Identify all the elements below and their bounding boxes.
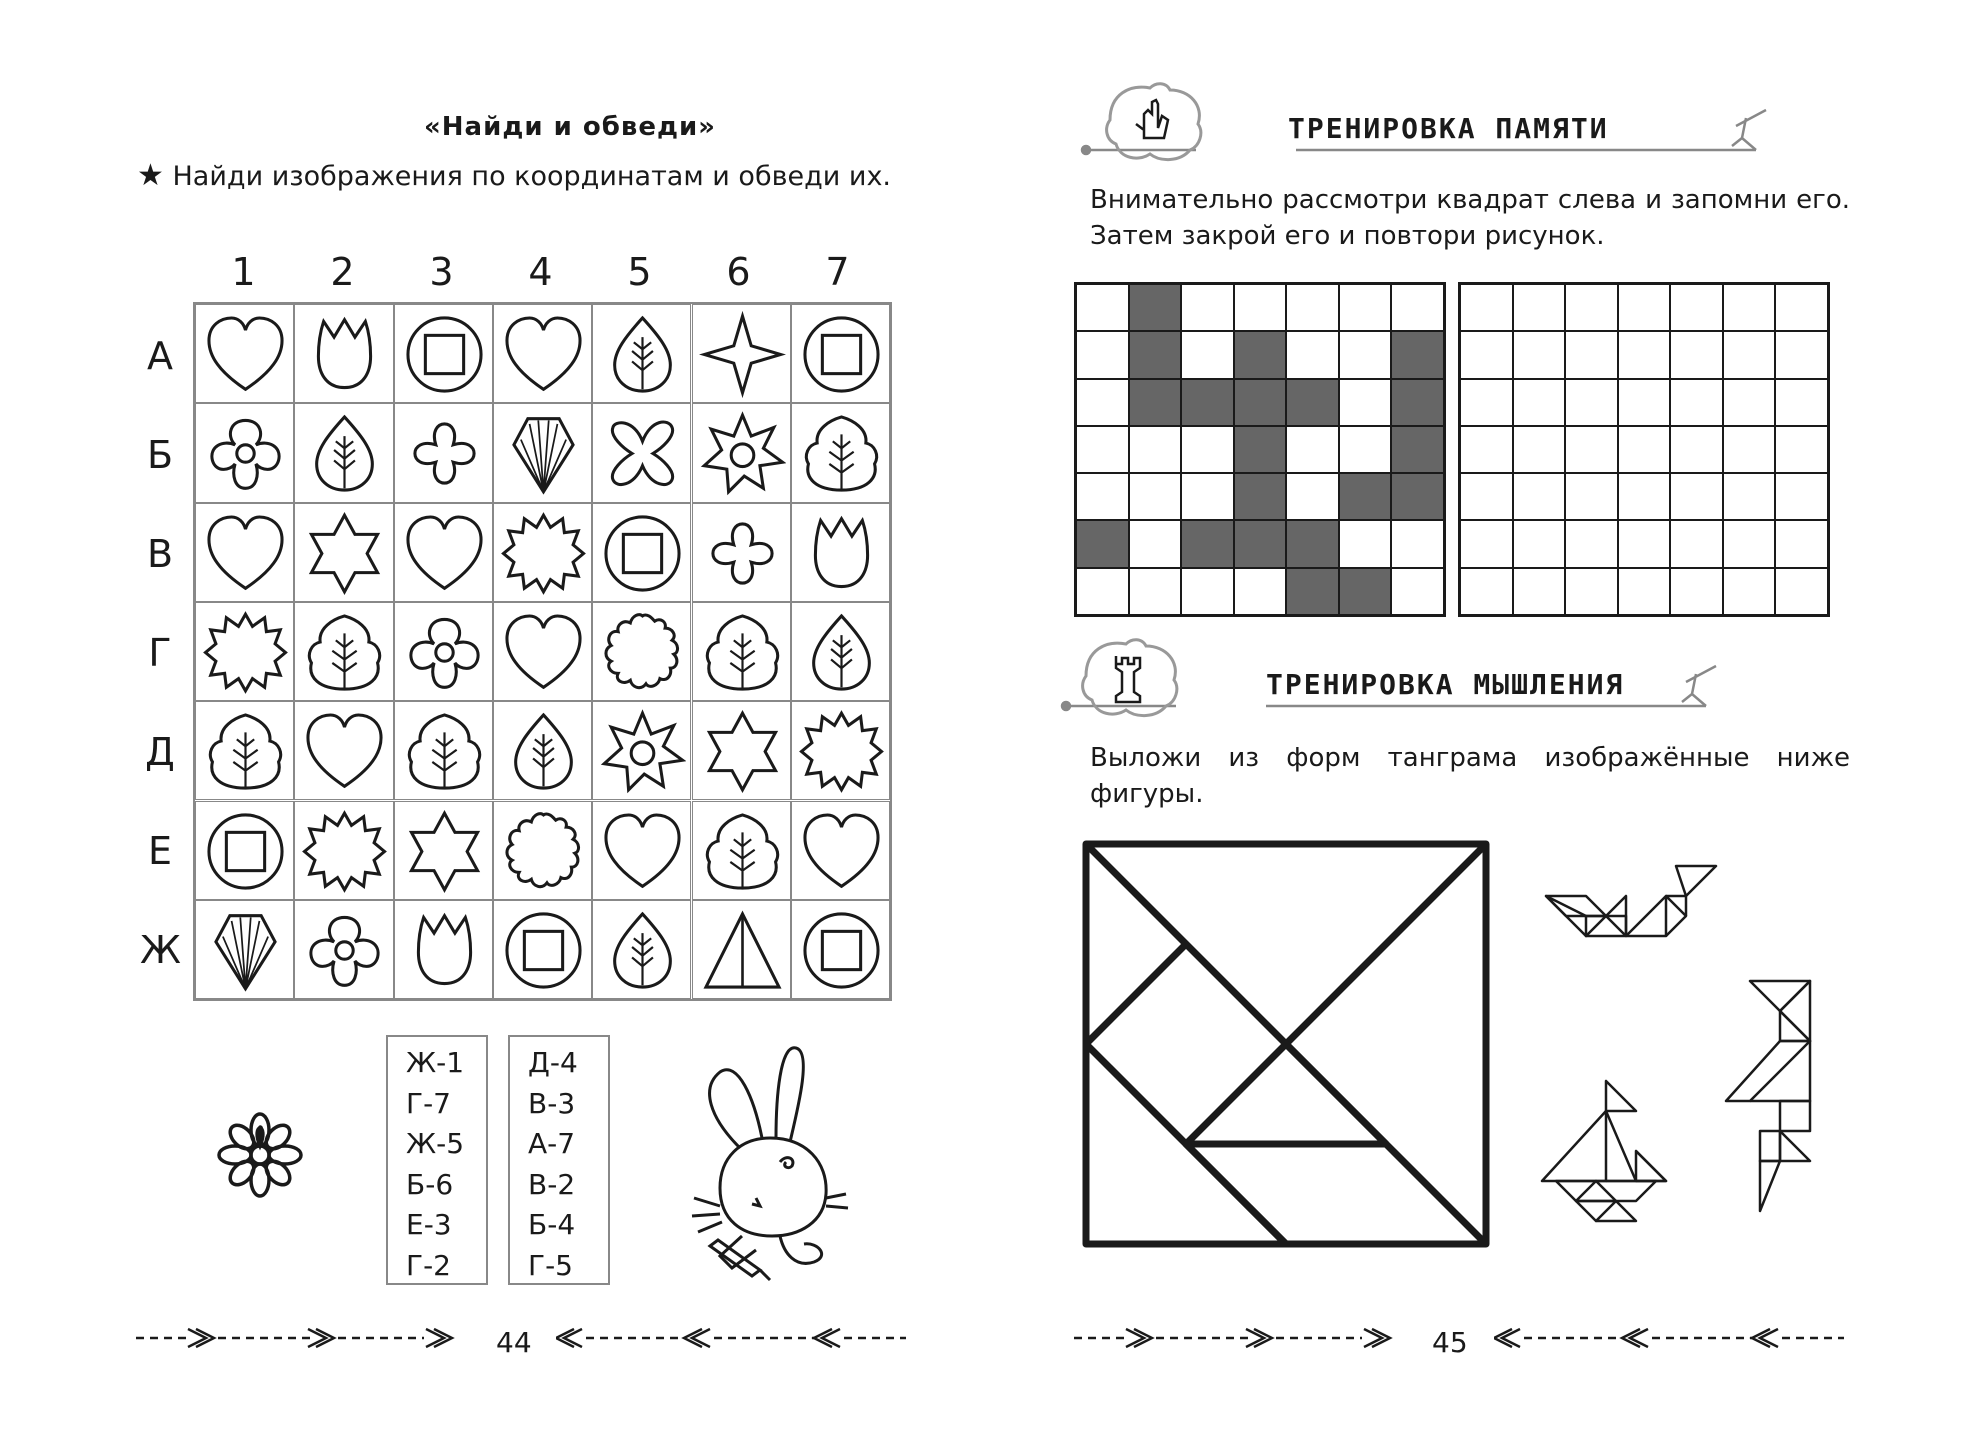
tree-icon <box>202 708 289 795</box>
empty-cell[interactable] <box>1723 568 1776 615</box>
filled-cell <box>1129 331 1182 378</box>
filled-cell <box>1234 331 1287 378</box>
column-number: 4 <box>528 250 553 294</box>
empty-cell[interactable] <box>1513 331 1566 378</box>
grid-cell[interactable] <box>394 503 493 602</box>
empty-cell[interactable] <box>1723 284 1776 331</box>
empty-cell[interactable] <box>1670 568 1723 615</box>
grid-cell[interactable] <box>195 900 294 999</box>
empty-cell[interactable] <box>1775 379 1828 426</box>
memory-text: Внимательно рассмотри квадрат слева и запомни его. Затем закрой его и повтори рисунок. <box>1090 185 1850 251</box>
answer-item: Б-6 <box>406 1167 454 1201</box>
empty-cell <box>1076 568 1129 615</box>
tangram-figure-whale <box>1540 850 1740 960</box>
grid-cell[interactable] <box>294 602 393 701</box>
filled-cell <box>1391 473 1444 520</box>
filled-cell <box>1076 520 1129 567</box>
empty-cell[interactable] <box>1723 426 1776 473</box>
grid-cell[interactable] <box>394 403 493 502</box>
answer-item: Г-7 <box>406 1086 451 1120</box>
answer-item: Д-4 <box>528 1046 578 1079</box>
empty-cell <box>1129 568 1182 615</box>
answer-item: Ж-5 <box>406 1127 465 1160</box>
grid-cell[interactable] <box>195 304 294 403</box>
page-number-right: 45 <box>1432 1326 1468 1359</box>
row-letter: А <box>147 334 173 378</box>
flower-icon <box>301 907 388 994</box>
memory-title: ТРЕНИРОВКА ПАМЯТИ <box>1288 112 1609 145</box>
grid-cell[interactable] <box>294 701 393 800</box>
empty-cell[interactable] <box>1670 379 1723 426</box>
filled-cell <box>1181 379 1234 426</box>
tree-icon <box>301 609 388 696</box>
leaf-icon <box>798 609 885 696</box>
footer-arrows-right-a <box>1074 1323 1424 1353</box>
empty-cell <box>1286 284 1339 331</box>
instruction <box>137 157 899 196</box>
fan-icon <box>202 907 289 994</box>
empty-cell <box>1339 379 1392 426</box>
empty-cell[interactable] <box>1460 568 1513 615</box>
empty-cell <box>1076 473 1129 520</box>
flower-icon <box>401 609 488 696</box>
filled-cell <box>1234 473 1287 520</box>
grid-cell[interactable] <box>692 602 791 701</box>
heart-icon <box>500 311 587 398</box>
grid-cell[interactable] <box>592 701 691 800</box>
empty-cell[interactable] <box>1460 379 1513 426</box>
empty-cell <box>1391 568 1444 615</box>
tangram-figure-bird <box>1720 975 1820 1215</box>
empty-cell[interactable] <box>1565 568 1618 615</box>
empty-cell[interactable] <box>1775 520 1828 567</box>
tree-icon <box>798 410 885 497</box>
empty-cell[interactable] <box>1775 284 1828 331</box>
empty-cell[interactable] <box>1565 331 1618 378</box>
memory-empty-grid <box>1458 282 1830 617</box>
filled-cell <box>1129 284 1182 331</box>
empty-cell[interactable] <box>1670 426 1723 473</box>
row-letter: Д <box>145 730 175 774</box>
empty-cell <box>1181 473 1234 520</box>
fan-icon <box>500 410 587 497</box>
row-letter: Ж <box>140 928 181 972</box>
column-number: 5 <box>627 250 652 294</box>
column-number: 1 <box>231 250 256 294</box>
answer-item: Е-3 <box>406 1208 452 1241</box>
grid-cell[interactable] <box>791 900 890 999</box>
empty-cell[interactable] <box>1775 473 1828 520</box>
empty-cell[interactable] <box>1460 284 1513 331</box>
filled-cell <box>1234 379 1287 426</box>
empty-cell <box>1339 426 1392 473</box>
footer-arrows-right-b <box>1494 1323 1844 1353</box>
empty-cell <box>1129 520 1182 567</box>
filled-cell <box>1181 520 1234 567</box>
filled-cell <box>1339 568 1392 615</box>
circle-square-icon <box>599 510 686 597</box>
star-sun-icon <box>599 708 686 795</box>
empty-cell[interactable] <box>1670 473 1723 520</box>
answers-box-2 <box>508 1035 610 1285</box>
empty-cell <box>1391 520 1444 567</box>
star6-icon <box>401 808 488 895</box>
empty-cell[interactable] <box>1460 520 1513 567</box>
burst-icon <box>202 609 289 696</box>
hand-puzzle-icon <box>1100 80 1210 165</box>
row-letter: Б <box>146 433 174 477</box>
tangram-square <box>1080 838 1500 1258</box>
empty-cell <box>1391 284 1444 331</box>
empty-cell <box>1286 426 1339 473</box>
heart-icon <box>401 510 488 597</box>
empty-cell <box>1076 331 1129 378</box>
tree-icon <box>401 708 488 795</box>
grid-cell[interactable] <box>394 900 493 999</box>
filled-cell <box>1339 473 1392 520</box>
answer-item: Г-2 <box>406 1248 451 1282</box>
tree-icon <box>699 808 786 895</box>
heart-icon <box>301 708 388 795</box>
grid-cell[interactable] <box>592 403 691 502</box>
grid-cell[interactable] <box>294 801 393 900</box>
empty-cell[interactable] <box>1565 379 1618 426</box>
answer-item: В-2 <box>528 1167 576 1201</box>
empty-cell[interactable] <box>1513 473 1566 520</box>
empty-cell[interactable] <box>1565 473 1618 520</box>
heart-icon <box>202 510 289 597</box>
filled-cell <box>1234 520 1287 567</box>
grid-cell[interactable] <box>294 900 393 999</box>
flower-icon <box>202 410 289 497</box>
circle-square-icon <box>798 311 885 398</box>
grid-cell[interactable] <box>294 304 393 403</box>
empty-cell[interactable] <box>1565 520 1618 567</box>
circle-square-icon <box>500 907 587 994</box>
answer-item: В-3 <box>528 1086 576 1120</box>
flower-icon <box>208 1108 312 1202</box>
scallop-icon <box>599 609 686 696</box>
grid-cell[interactable] <box>493 801 592 900</box>
answer-item: Б-4 <box>528 1208 576 1241</box>
column-number: 6 <box>726 250 751 294</box>
grid-cell[interactable] <box>294 503 393 602</box>
grid-cell[interactable] <box>493 304 592 403</box>
empty-cell[interactable] <box>1723 520 1776 567</box>
grid-cell[interactable] <box>195 701 294 800</box>
grid-cell[interactable] <box>195 403 294 502</box>
symbol-grid <box>193 302 892 1001</box>
empty-cell[interactable] <box>1775 331 1828 378</box>
column-number: 7 <box>825 250 850 294</box>
grid-cell[interactable] <box>592 503 691 602</box>
tulip-icon <box>301 311 388 398</box>
page-title: «Найди и обведи» <box>424 112 716 142</box>
clover-icon <box>699 510 786 597</box>
grid-cell[interactable] <box>791 503 890 602</box>
grid-cell[interactable] <box>592 602 691 701</box>
footer-arrows-left-a <box>136 1323 486 1353</box>
star6-icon <box>699 708 786 795</box>
heart-icon <box>798 808 885 895</box>
star-sun-icon <box>699 410 786 497</box>
grid-cell[interactable] <box>791 801 890 900</box>
leaf-icon <box>500 708 587 795</box>
burst-icon <box>798 708 885 795</box>
tulip-icon <box>401 907 488 994</box>
grid-cell[interactable] <box>692 304 791 403</box>
page-number-left: 44 <box>496 1326 532 1359</box>
empty-cell <box>1076 379 1129 426</box>
empty-cell[interactable] <box>1618 568 1671 615</box>
answer-item: А-7 <box>528 1127 576 1160</box>
tree-icon <box>699 609 786 696</box>
chess-rook-puzzle-icon <box>1076 636 1186 721</box>
grid-cell[interactable] <box>791 701 890 800</box>
clover-icon <box>401 410 488 497</box>
empty-cell[interactable] <box>1513 568 1566 615</box>
row-letter: Е <box>147 829 172 873</box>
grid-cell[interactable] <box>791 602 890 701</box>
star-icon: ★ <box>137 158 164 193</box>
filled-cell <box>1286 520 1339 567</box>
empty-cell[interactable] <box>1670 520 1723 567</box>
footer-arrows-left-b <box>556 1323 906 1353</box>
empty-cell <box>1129 473 1182 520</box>
empty-cell[interactable] <box>1513 379 1566 426</box>
empty-cell <box>1339 331 1392 378</box>
tangram-figure-boat <box>1536 1075 1676 1235</box>
leaf-icon <box>301 410 388 497</box>
burst-icon <box>500 510 587 597</box>
empty-cell[interactable] <box>1670 284 1723 331</box>
triangle-icon <box>699 907 786 994</box>
empty-cell <box>1286 473 1339 520</box>
empty-cell <box>1339 520 1392 567</box>
grid-cell[interactable] <box>394 801 493 900</box>
memory-pattern-grid <box>1074 282 1446 617</box>
tulip-icon <box>798 510 885 597</box>
leaf-icon <box>599 311 686 398</box>
empty-cell[interactable] <box>1460 473 1513 520</box>
grid-cell[interactable] <box>791 403 890 502</box>
empty-cell[interactable] <box>1618 473 1671 520</box>
answer-item: Г-5 <box>528 1248 573 1282</box>
empty-cell <box>1181 426 1234 473</box>
empty-cell <box>1076 284 1129 331</box>
row-letter: Г <box>148 631 172 675</box>
grid-cell[interactable] <box>493 602 592 701</box>
empty-cell[interactable] <box>1723 331 1776 378</box>
filled-cell <box>1391 331 1444 378</box>
star4-icon <box>699 311 786 398</box>
filled-cell <box>1391 426 1444 473</box>
empty-cell[interactable] <box>1618 331 1671 378</box>
empty-cell <box>1181 568 1234 615</box>
filled-cell <box>1234 426 1287 473</box>
empty-cell[interactable] <box>1565 426 1618 473</box>
grid-cell[interactable] <box>692 503 791 602</box>
empty-cell[interactable] <box>1775 568 1828 615</box>
grid-cell[interactable] <box>592 900 691 999</box>
star6-icon <box>301 510 388 597</box>
grid-cell[interactable] <box>493 701 592 800</box>
grid-cell[interactable] <box>294 403 393 502</box>
grid-cell[interactable] <box>493 900 592 999</box>
answers-box-1 <box>386 1035 488 1285</box>
empty-cell[interactable] <box>1513 520 1566 567</box>
empty-cell <box>1286 331 1339 378</box>
empty-cell[interactable] <box>1618 520 1671 567</box>
empty-cell[interactable] <box>1460 426 1513 473</box>
thinking-text: Выложи из форм танграма изображённые ниже фигуры. <box>1090 743 1850 809</box>
row-letter: В <box>146 532 174 576</box>
grid-cell[interactable] <box>394 602 493 701</box>
filled-cell <box>1391 379 1444 426</box>
empty-cell[interactable] <box>1460 331 1513 378</box>
empty-cell <box>1339 284 1392 331</box>
heart-icon <box>202 311 289 398</box>
grid-cell[interactable] <box>394 304 493 403</box>
grid-cell[interactable] <box>592 304 691 403</box>
scallop-icon <box>500 808 587 895</box>
grid-cell[interactable] <box>493 403 592 502</box>
empty-cell[interactable] <box>1513 426 1566 473</box>
empty-cell[interactable] <box>1618 379 1671 426</box>
grid-cell[interactable] <box>394 701 493 800</box>
grid-cell[interactable] <box>592 801 691 900</box>
grid-cell[interactable] <box>692 900 791 999</box>
burst-icon <box>301 808 388 895</box>
column-number: 3 <box>429 250 454 294</box>
grid-cell[interactable] <box>791 304 890 403</box>
filled-cell <box>1286 568 1339 615</box>
empty-cell[interactable] <box>1618 284 1671 331</box>
empty-cell <box>1181 331 1234 378</box>
empty-cell[interactable] <box>1565 284 1618 331</box>
circle-square-icon <box>401 311 488 398</box>
empty-cell <box>1234 568 1287 615</box>
heart-icon <box>599 808 686 895</box>
bunny-illustration <box>680 1038 850 1288</box>
thinking-title: ТРЕНИРОВКА МЫШЛЕНИЯ <box>1266 668 1625 701</box>
grid-cell[interactable] <box>195 801 294 900</box>
empty-cell[interactable] <box>1775 426 1828 473</box>
grid-cell[interactable] <box>692 801 791 900</box>
empty-cell <box>1129 426 1182 473</box>
empty-cell[interactable] <box>1513 284 1566 331</box>
leaf-icon <box>599 907 686 994</box>
answer-item: Ж-1 <box>406 1046 465 1079</box>
heart-icon <box>500 609 587 696</box>
filled-cell <box>1286 379 1339 426</box>
empty-cell[interactable] <box>1723 473 1776 520</box>
filled-cell <box>1129 379 1182 426</box>
empty-cell <box>1234 284 1287 331</box>
grid-cell[interactable] <box>195 602 294 701</box>
instruction-text: Найди изображения по координатам и обведи их. <box>172 161 892 192</box>
empty-cell[interactable] <box>1670 331 1723 378</box>
cross-icon <box>599 410 686 497</box>
grid-cell[interactable] <box>493 503 592 602</box>
empty-cell[interactable] <box>1723 379 1776 426</box>
circle-square-icon <box>798 907 885 994</box>
grid-cell[interactable] <box>692 403 791 502</box>
grid-cell[interactable] <box>195 503 294 602</box>
column-number: 2 <box>330 250 355 294</box>
empty-cell[interactable] <box>1618 426 1671 473</box>
empty-cell <box>1076 426 1129 473</box>
empty-cell <box>1181 284 1234 331</box>
grid-cell[interactable] <box>692 701 791 800</box>
circle-square-icon <box>202 808 289 895</box>
